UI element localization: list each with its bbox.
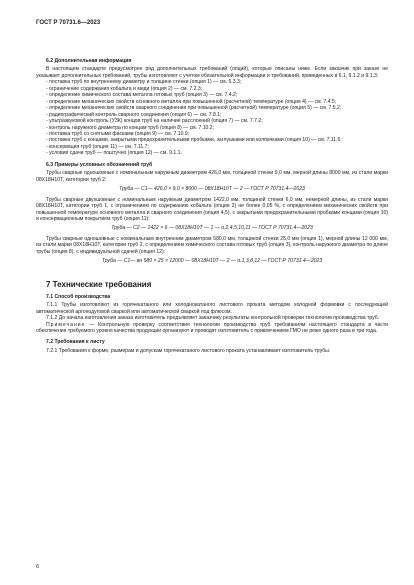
option-item: - поставка труб с концами, закрытыми предохранительными пробками, заглушками или колпачками (опция 10) — см. 7.11.6; bbox=[46, 137, 342, 144]
section-7-1-heading: 7.1 Способ производства bbox=[46, 293, 111, 300]
document-header: ГОСТ Р 70731.6—2023 bbox=[36, 20, 101, 26]
option-item: - определение механических свойств сварного соединения при повышенной (расчетной) температуре (опция 5) — см. 7.5.2; bbox=[46, 105, 342, 112]
option-item: - ограничение содержания кобальта и меди (опция 2) — см. 7.2.3; bbox=[46, 85, 203, 92]
example-2-formula: Труба — С2 — 1422 × 6 — 08Х18Н10Т — 1 — о.2,4,5,10,11 — ГОСТ Р 70731.4—2023 bbox=[111, 225, 313, 232]
note-text: — Контрольную проверку соответствия технологии производства труб требованиям настоящего стандарта в части обеспечения требуемого уровня качества продукции организуют и проводят изготовитель с привлечением ГМО не реже одного раза в три года. bbox=[36, 321, 388, 334]
section-7-2-heading: 7.2 Требования к листу bbox=[46, 339, 105, 346]
section-6-2-intro: В настоящем стандарте предусмотрен ряд дополнительных требований (опций), которые описаны ниже. Если заказчик при заказе не указывает дополнительных требований, трубы изготовляют с учетом обязательной информации и требований, приведенных в 6.1, 9.1.2 и 9.1.3: bbox=[36, 66, 388, 79]
example-2-text: Трубы сварные двухшовные с номинальным наружным диаметром 1422,0 мм, толщиной стенки 6,0 мм, немерной длины, из стали марки 08Х18Н10Т, категории труб 1, с ограничением по содержанию кобальта (опция 2) не более 0,05 %, с определением механических свойств при повышенной температуре основного металла и сварного соединения (опция 4,5), с закрытыми предохранительными пробками концами (опция 10) и консервационным покрытием труб (опция 11): bbox=[36, 196, 388, 222]
option-item: - консервация труб (опция 11) — см. 7.11.7; bbox=[46, 143, 149, 150]
example-3-text: Трубы сварные одношовные с номинальным внутренним диаметром 580,0 мм, толщиной стенки 25,0 мм (опция 1), мерной длины 12 000 мм, из стали марки 08Х18Н10Т, категории труб 2, с определением химического состава готовых труб (опция 3), контроль наружного диаметра по длине трубы (опция 8), с индивидуальной сдачей (опция 12): bbox=[36, 235, 388, 255]
section-6-2-heading: 6.2 Дополнительная информация bbox=[46, 58, 132, 64]
page-number: 6 bbox=[36, 564, 40, 570]
section-7-heading: 7 Технические требования bbox=[46, 279, 152, 289]
option-item: - поставка труб по внутреннему диаметру и толщине стенки (опция 1) — см. 5.3.3; bbox=[46, 79, 242, 86]
section-6-3-heading: 6.3 Примеры условных обозначений труб bbox=[46, 161, 153, 168]
document-body bbox=[36, 58, 388, 354]
option-item: - условия сдачи труб — поштучно (опция 12) — см. 9.1.1. bbox=[46, 150, 182, 157]
option-item: - радиографический контроль сварного соединения (опция 6) — см. 7.8.1; bbox=[46, 111, 222, 118]
paragraph-7-1-1: 7.1.1 Трубы изготовляют из горячекатаного или холоднокатаного листового проката методом холодной формовки с последующей автоматической аргонодуговой сваркой или автоматической сваркой под флюсом. bbox=[36, 302, 388, 315]
option-item: - определение химического состава металла готовых труб (опция 3) — см. 7.4.2; bbox=[46, 92, 238, 99]
option-item: - определение механических свойств основного металла при повышенной (расчетной) температуре (опция 4) — см. 7.4.5; bbox=[46, 98, 337, 105]
note-label: Примечание bbox=[46, 321, 86, 328]
example-3-formula: Труба — С1— вн 580 × 25 × 12000 — 08Х18Н10Т — 2 — о.1,3,8,12 — ГОСТ Р 70731.4—2023 bbox=[101, 258, 323, 265]
option-item: - контроль наружного диаметра по концам труб (опция 8) — см. 7.10.2; bbox=[46, 124, 215, 131]
paragraph-7-2-1: 7.2.1 Требования к форме, размерам и допускам горячекатаного листового проката устанавливает изготовитель трубы. bbox=[46, 347, 331, 354]
paragraph-7-1-2: 7.1.2 До начала изготовления заказа изготовитель предъявляет заказчику результаты контрольной проверки технологии производства труб. bbox=[46, 315, 380, 322]
option-item: - ультразвуковой контроль (УЗК) концов труб на наличие расслоений (опция 7) — см. 7.7.2; bbox=[46, 118, 263, 125]
option-item: - поставка труб со снятыми фасками (опция 9) — см. 7.10.9; bbox=[46, 130, 190, 137]
note bbox=[36, 322, 388, 335]
example-1-formula: Труба — С1— 426,0 × 9,0 × 8000 — 08Х18Н10Т — 2 — ГОСТ Р 70731.4—2023 bbox=[119, 186, 305, 193]
option-list bbox=[36, 79, 388, 156]
example-1-text: Трубы сварные одношовные с номинальным наружным диаметром 426,0 мм, толщиной стенки 9,0 мм, мерной длины 8000 мм, из стали марки 08Х18Н10Т, категории труб 2: bbox=[36, 170, 388, 183]
